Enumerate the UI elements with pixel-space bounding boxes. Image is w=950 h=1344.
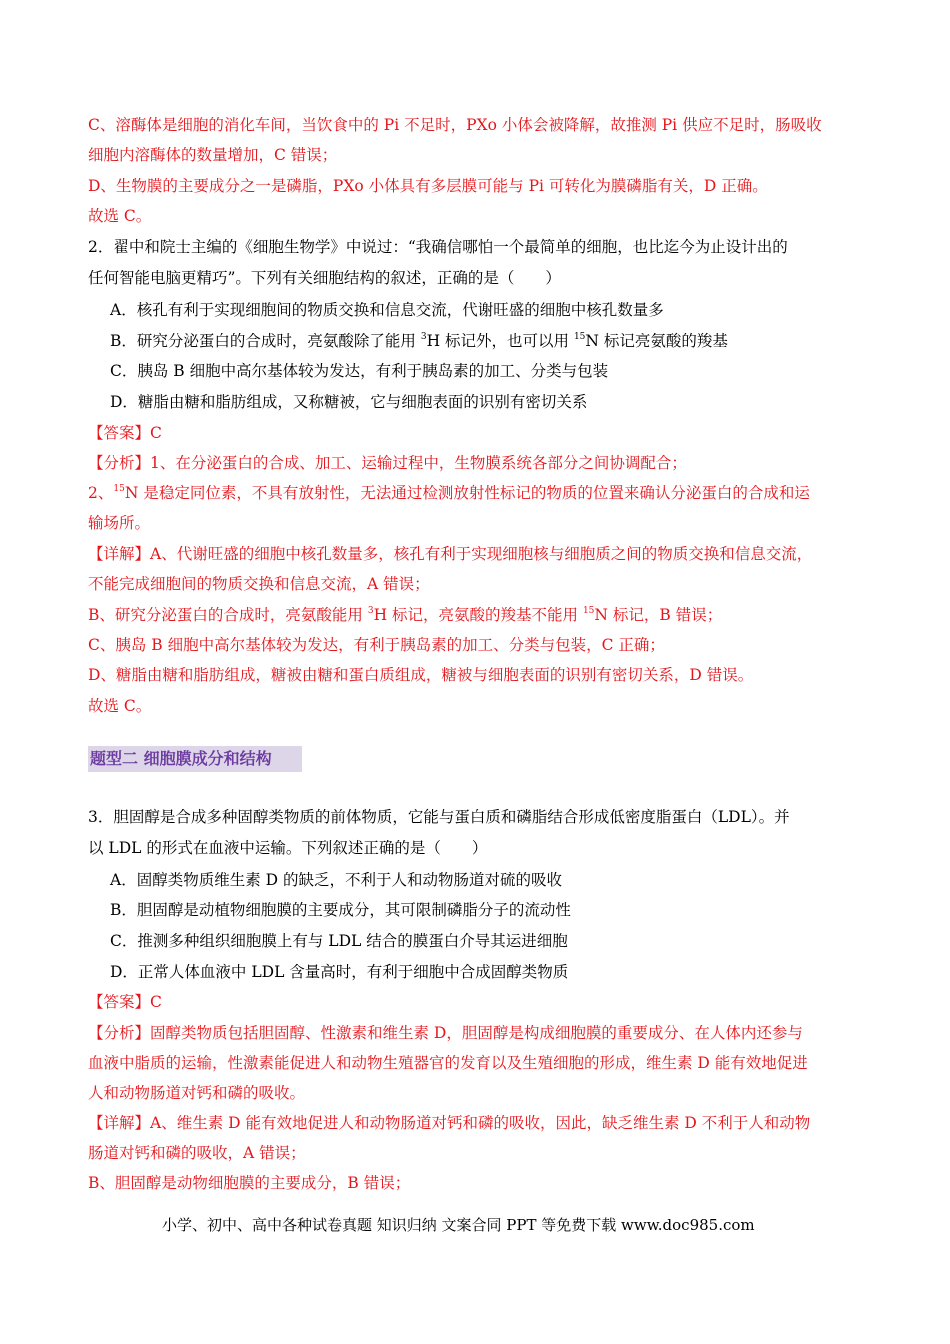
- q2-detail-b: [88, 604, 722, 626]
- q3-option-d: D．正常人体血液中 LDL 含量高时，有利于细胞中合成固醇类物质: [110, 963, 569, 981]
- q2-analysis-line2: [88, 482, 810, 504]
- q2-detail-b-text2: H 标记，亮氨酸的羧基不能用: [373, 606, 583, 624]
- q3-option-a: A．固醇类物质维生素 D 的缺乏，不利于人和动物肠道对硫的吸收: [110, 871, 562, 889]
- q2-detail-b-sup2: 15: [582, 606, 595, 616]
- q3-detail-b: B、胆固醇是动物细胞膜的主要成分，B 错误；: [88, 1174, 411, 1192]
- q3-answer: 【答案】C: [88, 993, 162, 1011]
- q3-detail-line1: 【详解】A、维生素 D 能有效地促进人和动物肠道对钙和磷的吸收，因此，缺乏维生素 D 不利于人和动物: [88, 1114, 811, 1132]
- q2-answer: 【答案】C: [88, 424, 162, 442]
- q2-analysis-line2-text2: N 是稳定同位素，不具有放射性，无法通过检测放射性标记的物质的位置来确认分泌蛋白的合成和运: [124, 484, 810, 502]
- q2-detail-d: D、糖脂由糖和脂肪组成，糖被由糖和蛋白质组成，糖被与细胞表面的识别有密切关系，D 错误。: [88, 666, 754, 684]
- q2-option-a: A．核孔有利于实现细胞间的物质交换和信息交流，代谢旺盛的细胞中核孔数量多: [110, 301, 664, 319]
- q2-option-b-sup2: 15: [573, 332, 586, 342]
- q2-option-c: C．胰岛 B 细胞中高尔基体较为发达，有利于胰岛素的加工、分类与包装: [110, 362, 609, 380]
- q3-option-c: C．推测多种组织细胞膜上有与 LDL 结合的膜蛋白介导其运进细胞: [110, 932, 568, 950]
- q2-option-b-sup1: 3: [420, 332, 427, 342]
- q2-detail-b-text3: N 标记，B 错误；: [594, 606, 723, 624]
- q2-option-b-text1: B．研究分泌蛋白的合成时，亮氨酸除了能用: [110, 332, 421, 350]
- q2-option-d: D．糖脂由糖和脂肪组成，又称糖被，它与细胞表面的识别有密切关系: [110, 393, 588, 411]
- q2-option-b-text2: H 标记外，也可以用: [426, 332, 574, 350]
- explanation-c-line2: 细胞内溶酶体的数量增加，C 错误；: [88, 146, 338, 164]
- section-heading: [88, 746, 302, 772]
- q2-detail-line1: 【详解】A、代谢旺盛的细胞中核孔数量多，核孔有利于实现细胞核与细胞质之间的物质交换和信息交流，: [88, 545, 813, 563]
- q2-detail-line2: 不能完成细胞间的物质交换和信息交流，A 错误；: [88, 575, 430, 593]
- q2-detail-b-sup1: 3: [367, 606, 374, 616]
- q3-stem-line2: 以 LDL 的形式在血液中运输。下列叙述正确的是（ ）: [88, 839, 488, 857]
- page-footer: 小学、初中、高中各种试卷真题 知识归纳 文案合同 PPT 等免费下载 www.doc985.com: [162, 1216, 755, 1234]
- q2-option-b: [110, 330, 728, 352]
- conclusion-1: 故选 C。: [88, 207, 152, 225]
- q2-option-b-text3: N 标记亮氨酸的羧基: [585, 332, 728, 350]
- q3-detail-line2: 肠道对钙和磷的吸收，A 错误；: [88, 1144, 306, 1162]
- q2-analysis-line2-sup: 15: [113, 484, 125, 494]
- q3-option-b: B．胆固醇是动植物细胞膜的主要成分，其可限制磷脂分子的流动性: [110, 901, 571, 919]
- q2-conclusion: 故选 C。: [88, 697, 152, 715]
- q3-analysis-line2: 血液中脂质的运输，性激素能促进人和动物生殖器官的发育以及生殖细胞的形成，维生素 D 能有效地促进: [88, 1054, 808, 1072]
- q2-stem-line2: 任何智能电脑更精巧”。下列有关细胞结构的叙述，正确的是（ ）: [88, 269, 561, 287]
- q2-analysis-line2-text1: 2、: [88, 484, 114, 502]
- q2-detail-b-text1: B、研究分泌蛋白的合成时，亮氨酸能用: [88, 606, 368, 624]
- q3-analysis-line1: 【分析】固醇类物质包括胆固醇、性激素和维生素 D，胆固醇是构成细胞膜的重要成分、在人体内还参与: [88, 1024, 803, 1042]
- explanation-d-line: D、生物膜的主要成分之一是磷脂，PXo 小体具有多层膜可能与 Pi 可转化为膜磷脂有关，D 正确。: [88, 177, 768, 195]
- q2-analysis-line1: 【分析】1、在分泌蛋白的合成、加工、运输过程中，生物膜系统各部分之间协调配合；: [88, 454, 687, 472]
- q3-analysis-line3: 人和动物肠道对钙和磷的吸收。: [88, 1084, 306, 1102]
- q2-detail-c: C、胰岛 B 细胞中高尔基体较为发达，有利于胰岛素的加工、分类与包装，C 正确；: [88, 636, 665, 654]
- explanation-c-line1: C、溶酶体是细胞的消化车间，当饮食中的 Pi 不足时，PXo 小体会被降解，故推测 Pi 供应不足时，肠吸收: [88, 116, 822, 134]
- q2-analysis-line3: 输场所。: [88, 514, 151, 532]
- q2-stem-line1: 2．翟中和院士主编的《细胞生物学》中说过：“我确信哪怕一个最简单的细胞，也比迄今为止设计出的: [88, 238, 788, 256]
- section-heading-text: 题型二 细胞膜成分和结构: [90, 749, 272, 768]
- q3-stem-line1: 3．胆固醇是合成多种固醇类物质的前体物质，它能与蛋白质和磷脂结合形成低密度脂蛋白（LDL）。并: [88, 808, 790, 826]
